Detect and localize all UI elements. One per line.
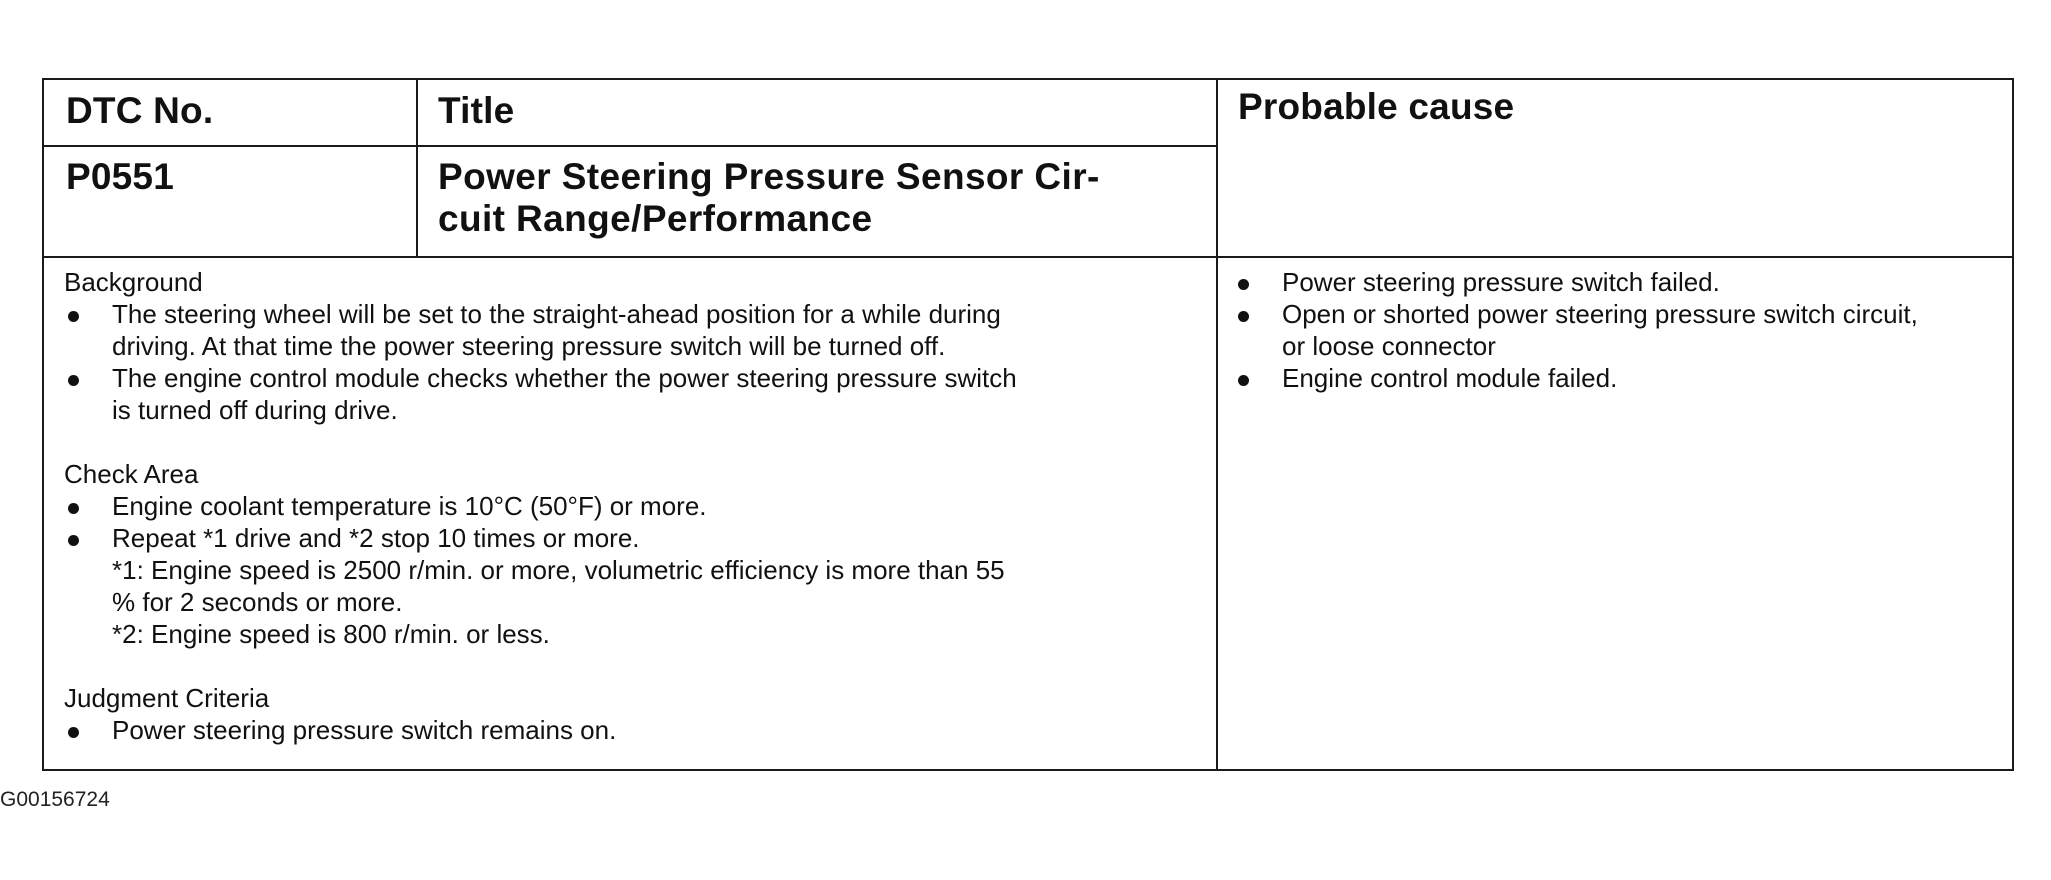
background-item: The engine control module checks whether the power steering pressure switch is turned off during drive. — [64, 362, 1204, 426]
probable-cause-list — [1234, 266, 2004, 394]
bullet-icon — [68, 375, 79, 386]
row-divider-body — [44, 256, 2012, 258]
dtc-table — [42, 78, 2014, 771]
background-heading: Background — [64, 267, 203, 297]
bullet-icon — [1238, 279, 1249, 290]
probable-cause-item: Power steering pressure switch failed. — [1234, 266, 2004, 298]
check-area-item: Repeat *1 drive and *2 stop 10 times or more. — [64, 522, 1204, 554]
check-area-heading: Check Area — [64, 459, 199, 489]
drive-note: *1: Engine speed is 2500 r/min. or more, volumetric efficiency is more than 55 % for 2 seconds or more. — [112, 555, 1005, 617]
bullet-icon — [1238, 311, 1249, 322]
probable-cause-column — [1234, 266, 2004, 394]
stop-note: *2: Engine speed is 800 r/min. or less. — [112, 619, 550, 649]
judgment-criteria-heading: Judgment Criteria — [64, 683, 270, 713]
column-divider-dtc-title — [416, 80, 418, 257]
bullet-icon — [68, 535, 79, 546]
probable-cause-item: Open or shorted power steering pressure switch circuit, or loose connector — [1234, 298, 2004, 362]
judgment-item: Power steering pressure switch remains on. — [64, 714, 1204, 746]
figure-id: G00156724 — [0, 788, 110, 811]
check-area-item: Engine coolant temperature is 10°C (50°F) or more. — [64, 490, 1204, 522]
check-area-list — [64, 490, 1204, 554]
column-divider-title-cause — [1216, 80, 1218, 769]
dtc-code: P0551 — [66, 156, 174, 197]
title-header: Title — [438, 90, 515, 131]
dtc-title-line-2: cuit Range/Performance — [438, 198, 873, 239]
dtc-title-line-1: Power Steering Pressure Sensor Cir- — [438, 156, 1100, 197]
row-divider-header — [44, 145, 1218, 147]
probable-cause-item: Engine control module failed. — [1234, 362, 2004, 394]
bullet-icon — [1238, 375, 1249, 386]
background-item: The steering wheel will be set to the straight-ahead position for a while during driving. At that time the power steering pressure switch will be turned off. — [64, 298, 1204, 362]
description-column — [64, 266, 1204, 746]
dtc-no-header: DTC No. — [66, 90, 214, 131]
probable-cause-header: Probable cause — [1238, 86, 1515, 127]
judgment-list — [64, 714, 1204, 746]
dtc-title — [438, 156, 1208, 240]
bullet-icon — [68, 311, 79, 322]
background-list — [64, 298, 1204, 426]
bullet-icon — [68, 503, 79, 514]
bullet-icon — [68, 727, 79, 738]
